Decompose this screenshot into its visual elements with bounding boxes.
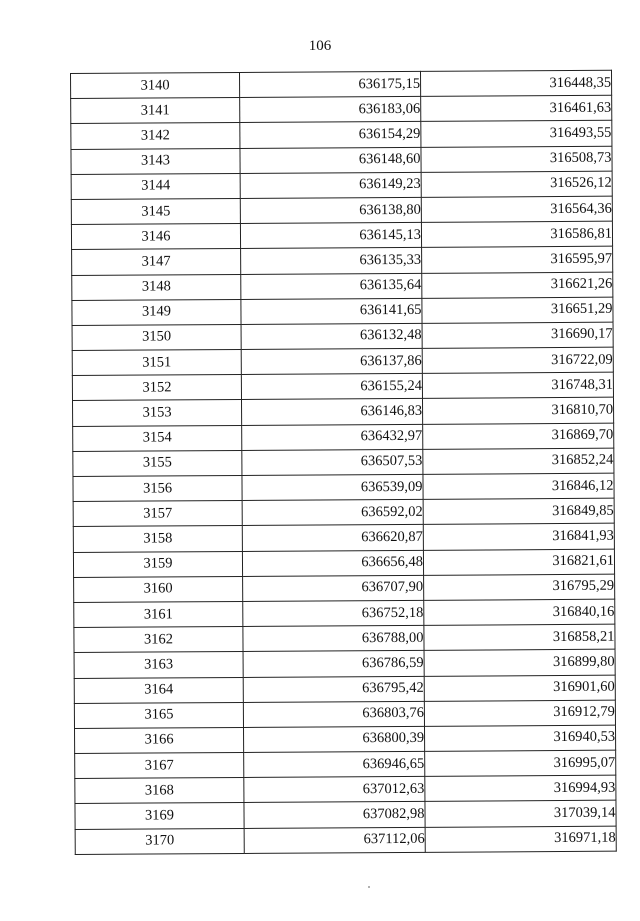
x-coordinate-cell: 636135,33 <box>241 248 422 274</box>
x-coordinate-cell: 636656,48 <box>242 550 423 576</box>
x-coordinate-cell: 636800,39 <box>244 726 425 752</box>
point-number-cell: 3170 <box>75 828 244 854</box>
y-coordinate-cell: 316690,17 <box>422 322 613 348</box>
x-coordinate-cell: 636707,90 <box>243 575 424 601</box>
table-row <box>73 549 614 577</box>
y-coordinate-cell: 316971,18 <box>425 826 616 852</box>
y-coordinate-cell: 316564,36 <box>421 196 612 222</box>
x-coordinate-cell: 636620,87 <box>242 525 423 551</box>
table-row <box>71 146 612 174</box>
point-number-cell: 3153 <box>73 400 242 426</box>
x-coordinate-cell: 636786,59 <box>243 651 424 677</box>
table-row <box>73 423 614 451</box>
x-coordinate-cell: 636154,29 <box>240 122 421 148</box>
table-row <box>74 574 615 602</box>
scan-speck <box>368 886 370 888</box>
point-number-cell: 3166 <box>75 727 244 753</box>
x-coordinate-cell: 636788,00 <box>243 625 424 651</box>
table-row <box>74 649 615 677</box>
point-number-cell: 3160 <box>74 576 243 602</box>
table-row <box>75 801 616 829</box>
y-coordinate-cell: 316940,53 <box>424 725 615 751</box>
table-row <box>74 700 615 728</box>
y-coordinate-cell: 316621,26 <box>422 272 613 298</box>
point-number-cell: 3165 <box>74 702 243 728</box>
x-coordinate-cell: 636432,97 <box>242 424 423 450</box>
table-row <box>74 675 615 703</box>
y-coordinate-cell: 316840,16 <box>424 599 615 625</box>
point-number-cell: 3168 <box>75 778 244 804</box>
table-row <box>73 448 614 476</box>
y-coordinate-cell: 316912,79 <box>424 700 615 726</box>
point-number-cell: 3145 <box>71 198 240 224</box>
x-coordinate-cell: 636752,18 <box>243 600 424 626</box>
point-number-cell: 3141 <box>71 98 240 124</box>
point-number-cell: 3164 <box>74 677 243 703</box>
y-coordinate-cell: 316526,12 <box>421 171 612 197</box>
x-coordinate-cell: 636803,76 <box>243 701 424 727</box>
point-number-cell: 3152 <box>72 375 241 401</box>
table-row <box>72 247 613 275</box>
y-coordinate-cell: 316841,93 <box>423 524 614 550</box>
x-coordinate-cell: 636132,48 <box>241 323 422 349</box>
y-coordinate-cell: 317039,14 <box>425 801 616 827</box>
x-coordinate-cell: 636592,02 <box>242 500 423 526</box>
y-coordinate-cell: 316858,21 <box>424 624 615 650</box>
x-coordinate-cell: 636946,65 <box>244 751 425 777</box>
point-number-cell: 3151 <box>72 350 241 376</box>
point-number-cell: 3148 <box>72 274 241 300</box>
y-coordinate-cell: 316821,61 <box>423 549 614 575</box>
point-number-cell: 3163 <box>74 652 243 678</box>
x-coordinate-cell: 636539,09 <box>242 474 423 500</box>
y-coordinate-cell: 316651,29 <box>422 297 613 323</box>
y-coordinate-cell: 316493,55 <box>421 121 612 147</box>
y-coordinate-cell: 316595,97 <box>422 247 613 273</box>
x-coordinate-cell: 637012,63 <box>244 777 425 803</box>
point-number-cell: 3157 <box>73 501 242 527</box>
x-coordinate-cell: 636155,24 <box>241 374 422 400</box>
point-number-cell: 3149 <box>72 299 241 325</box>
point-number-cell: 3154 <box>73 425 242 451</box>
table-row <box>72 372 613 400</box>
x-coordinate-cell: 636137,86 <box>241 348 422 374</box>
x-coordinate-cell: 636175,15 <box>239 71 420 97</box>
x-coordinate-cell: 636507,53 <box>242 449 423 475</box>
x-coordinate-cell: 636149,23 <box>240 172 421 198</box>
y-coordinate-cell: 316899,80 <box>424 649 615 675</box>
table-row <box>72 347 613 375</box>
point-number-cell: 3146 <box>71 224 240 250</box>
y-coordinate-cell: 316846,12 <box>423 473 614 499</box>
point-number-cell: 3144 <box>71 173 240 199</box>
point-number-cell: 3167 <box>75 753 244 779</box>
point-number-cell: 3159 <box>73 551 242 577</box>
point-number-cell: 3155 <box>73 450 242 476</box>
y-coordinate-cell: 316748,31 <box>422 372 613 398</box>
table-row <box>73 473 614 501</box>
point-number-cell: 3150 <box>72 324 241 350</box>
table-row <box>71 95 612 123</box>
y-coordinate-cell: 316448,35 <box>420 70 611 96</box>
page-number: 106 <box>308 38 332 54</box>
table-row <box>75 725 616 753</box>
x-coordinate-cell: 636146,83 <box>242 399 423 425</box>
table-row <box>73 524 614 552</box>
x-coordinate-cell: 637112,06 <box>244 827 425 853</box>
x-coordinate-cell: 636141,65 <box>241 298 422 324</box>
table-row <box>71 171 612 199</box>
x-coordinate-cell: 636135,64 <box>241 273 422 299</box>
point-number-cell: 3156 <box>73 475 242 501</box>
table-row <box>72 272 613 300</box>
table-row <box>72 322 613 350</box>
table-row <box>74 599 615 627</box>
table-row <box>71 196 612 224</box>
table-row <box>71 121 612 149</box>
y-coordinate-cell: 316869,70 <box>423 423 614 449</box>
y-coordinate-cell: 316852,24 <box>423 448 614 474</box>
x-coordinate-cell: 636183,06 <box>240 97 421 123</box>
point-number-cell: 3140 <box>71 72 240 98</box>
table-row <box>74 624 615 652</box>
x-coordinate-cell: 636145,13 <box>240 222 421 248</box>
y-coordinate-cell: 316810,70 <box>422 398 613 424</box>
point-number-cell: 3162 <box>74 627 243 653</box>
point-number-cell: 3143 <box>71 148 240 174</box>
point-number-cell: 3147 <box>72 249 241 275</box>
y-coordinate-cell: 316901,60 <box>424 675 615 701</box>
y-coordinate-cell: 316795,29 <box>424 574 615 600</box>
table-row <box>72 297 613 325</box>
x-coordinate-cell: 636148,60 <box>240 147 421 173</box>
y-coordinate-cell: 316508,73 <box>421 146 612 172</box>
coordinates-table <box>70 70 617 855</box>
table-row <box>73 498 614 526</box>
table-row <box>73 398 614 426</box>
x-coordinate-cell: 636138,80 <box>240 197 421 223</box>
table-row <box>75 826 616 854</box>
point-number-cell: 3158 <box>73 526 242 552</box>
x-coordinate-cell: 636795,42 <box>243 676 424 702</box>
y-coordinate-cell: 316722,09 <box>422 347 613 373</box>
table-row <box>71 70 612 98</box>
coordinates-table-body <box>71 70 617 854</box>
y-coordinate-cell: 316586,81 <box>421 221 612 247</box>
y-coordinate-cell: 316995,07 <box>425 750 616 776</box>
table-row <box>75 775 616 803</box>
y-coordinate-cell: 316461,63 <box>421 95 612 121</box>
point-number-cell: 3142 <box>71 123 240 149</box>
y-coordinate-cell: 316994,93 <box>425 775 616 801</box>
table-row <box>75 750 616 778</box>
y-coordinate-cell: 316849,85 <box>423 498 614 524</box>
x-coordinate-cell: 637082,98 <box>244 802 425 828</box>
point-number-cell: 3161 <box>74 601 243 627</box>
table-row <box>71 221 612 249</box>
point-number-cell: 3169 <box>75 803 244 829</box>
